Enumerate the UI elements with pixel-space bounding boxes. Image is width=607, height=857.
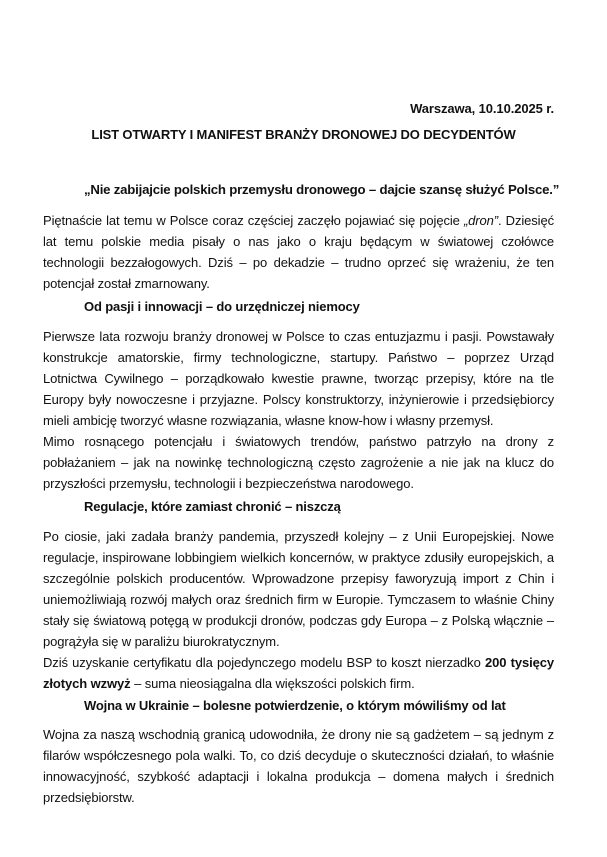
section-2-cost-paragraph <box>43 652 554 694</box>
section-1-paragraph-2: Mimo rosnącego potencjału i światowych trendów, państwo patrzyło na drony z pobłażaniem – jak na nowinkę technologiczną często zagrożenie a nie jak na klucz do przyszłości przemysłu, technologii i bezpieczeństwa narodowego. <box>43 434 554 491</box>
section-3-paragraph-1: Wojna za naszą wschodnią granicą udowodniła, że drony nie są gadżetem – są jednym z filarów współczesnego pola walki. To, co dziś decyduje o skuteczności działań, to właśnie innowacyjność, szybkość adaptacji i lokalna produkcja – domena małych i średnich przedsiębiorstw. <box>43 727 554 805</box>
section-heading-3: Wojna w Ukrainie – bolesne potwierdzenie, o którym mówiliśmy od lat <box>84 698 506 713</box>
intro-italic-term: „dron” <box>463 213 499 228</box>
section-2-paragraph-1: Po ciosie, jaki zadała branży pandemia, przyszedł kolejny – z Unii Europejskiej. Nowe regulacje, inspirowane lobbingiem wielkich koncernów, w praktyce zdusiły europejskich, a szczególnie polskich producentów. Wprowadzone przepisy faworyzują import z Chin i uniemożliwiają rozwój małych oraz średnich firm w Europie. Tymczasem to właśnie Chiny stały się światową potęgą w produkcji dronów, podczas gdy Europa – z Polską włącznie – pogrążyła się w paraliżu biurokratycznym. <box>43 529 554 649</box>
document-title: LIST OTWARTY I MANIFEST BRANŻY DRONOWEJ DO DECYDENTÓW <box>91 127 516 142</box>
document-motto: „Nie zabijajcie polskich przemysłu dronowego – dajcie szansę służyć Polsce.” <box>84 182 560 197</box>
section-1-paragraph-1: Pierwsze lata rozwoju branży dronowej w Polsce to czas entuzjazmu i pasji. Powstawały konstrukcje amatorskie, firmy technologiczne, startupy. Państwo – poprzez Urząd Lotnictwa Cywilnego – porządkowało kwestie prawne, tworząc przepisy, które na tle Europy były nowoczesne i przyjazne. Polscy konstruktorzy, inżynierowie i przedsiębiorcy mieli ambicję tworzyć własne rozwiązania, własne know-how i własny przemysł. <box>43 329 554 428</box>
cost-amount-bold: 200 tysięcy złotych wzwyż <box>43 655 554 691</box>
intro-text-start: Piętnaście lat temu w Polsce coraz częściej zaczęło pojawiać się pojęcie <box>43 213 464 228</box>
intro-paragraph <box>43 210 554 294</box>
document-date: Warszawa, 10.10.2025 r. <box>410 101 554 116</box>
section-heading-2: Regulacje, które zamiast chronić – niszczą <box>84 499 341 514</box>
cost-text-end: – suma nieosiągalna dla większości polskich firm. <box>130 676 415 691</box>
section-heading-1: Od pasji i innowacji – do urzędniczej niemocy <box>84 299 360 314</box>
cost-text-start: Dziś uzyskanie certyfikatu dla pojedynczego modelu BSP to koszt nierzadko <box>43 655 485 670</box>
intro-text-end: . Dziesięć lat temu polskie media pisały o nas jako o kraju będącym w światowej czołówce technologii bezzałogowych. Dziś – po dekadzie – trudno oprzeć się wrażeniu, że ten potencjał został zmarnowany. <box>43 213 554 291</box>
